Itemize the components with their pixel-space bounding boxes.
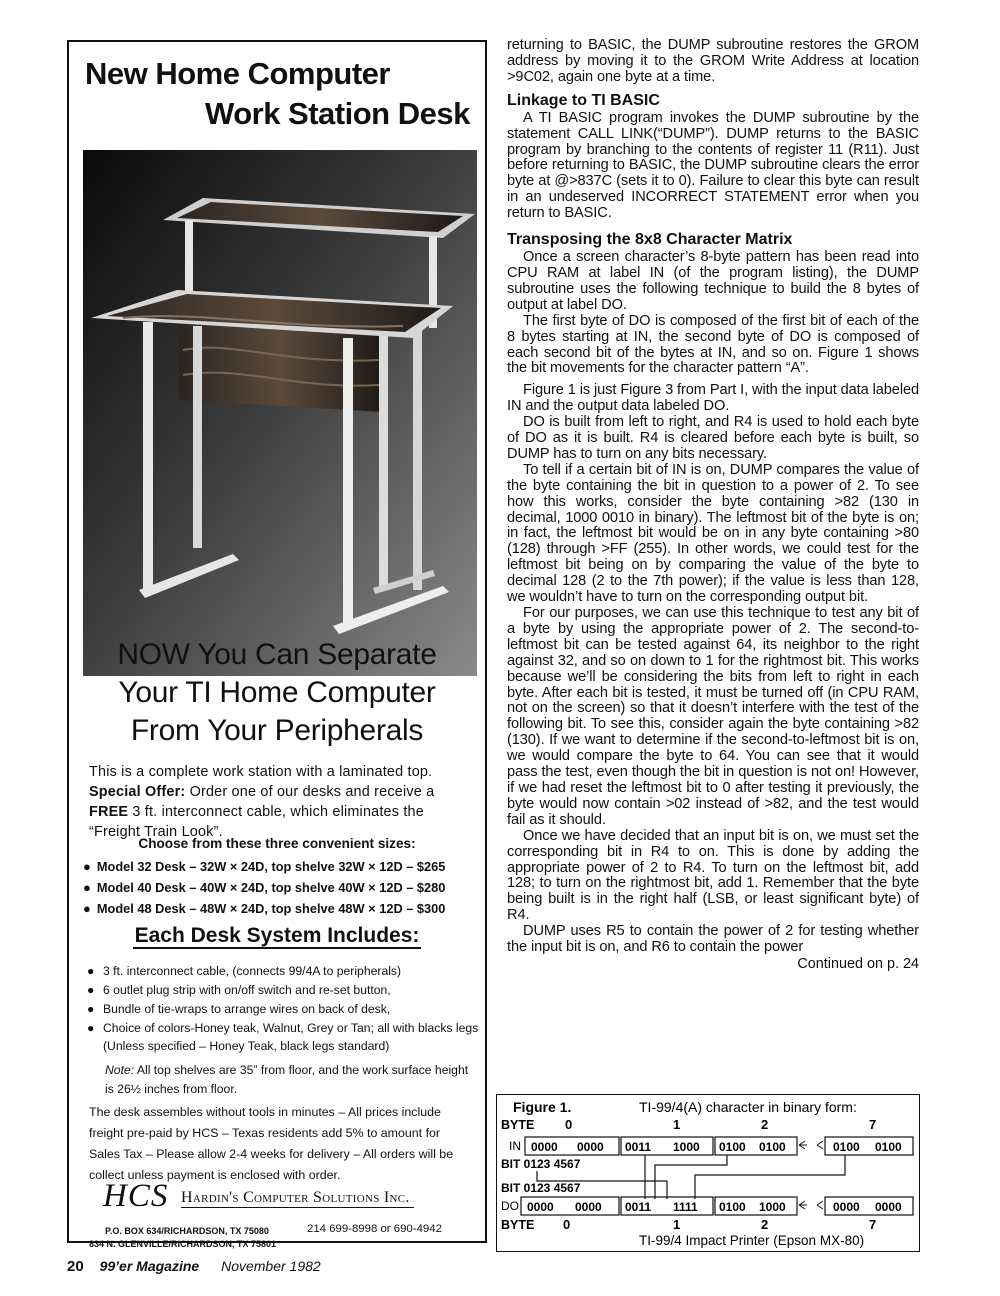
in-cell: 0000 [531, 1140, 558, 1154]
ad-title-line2: Work Station Desk [205, 96, 470, 131]
article-paragraph: DO is built from left to right, and R4 is used to hold each byte of DO as it is built. R4 is cleared before each byte is built, so DUMP has to turn on any bits necessary. [507, 414, 919, 462]
article-paragraph: Once a screen character’s 8-byte pattern has been read into CPU RAM at label IN (of the program listing), the DUMP subroutine uses the following technique to build the 8 bytes of output at label DO. [507, 249, 919, 313]
ad-headline-line3: From Your Peripherals [130, 714, 424, 747]
bit-label: BIT 0123 4567 [501, 1181, 581, 1195]
ad-title-line1: New Home Computer [85, 56, 390, 91]
ad-headline-line2: Your TI Home Computer [118, 676, 436, 709]
ad-intro: This is a complete work station with a laminated top. Special Offer: Order one of our desks and receive a FREE 3 ft. interconnect cable, which eliminates the “Freight Train Look”. [89, 764, 435, 840]
byte-number: 7 [869, 1217, 877, 1232]
in-cell: 0100 [719, 1140, 746, 1154]
ad-note: Note: All top shelves are 35” from floor, and the work surface height is 26½ inches from floor. [105, 1063, 469, 1096]
in-label: IN [509, 1139, 521, 1153]
do-cell: 0000 [527, 1200, 554, 1214]
do-cell: 1111 [673, 1200, 698, 1214]
article-paragraph: To tell if a certain bit of IN is on, DUMP compares the value of the byte containing the bit in question to a power of 2. To see how this works, consider the byte containing >82 (130 in decimal, 1000 0010 in binary). The leftmost bit of the byte is on; in fact, the leftmost bit would be on in any byte containing >80 (128) through >FF (255). In other words, we could test for the leftmost bit being on by comparing the value of the byte to decimal 128 (2 to the 7th power); if the value is less than 128, we wouldn’t have to turn on the corresponding output bit. [507, 461, 919, 606]
company-name: Hardin's Computer Solutions Inc. [181, 1189, 414, 1208]
address-line1: P.O. BOX 634/RICHARDSON, TX 75080 [105, 1226, 269, 1236]
do-cell: 0000 [875, 1200, 902, 1214]
ad-headline-line1: NOW You Can Separate [117, 638, 437, 671]
desk-photo [83, 150, 477, 676]
byte-number: 7 [869, 1117, 877, 1132]
article-paragraph: returning to BASIC, the DUMP subroutine restores the GROM address by moving it to the GROM Write Address at location >9C02, again one byte at a time. [507, 37, 919, 85]
do-cell: 0011 [625, 1200, 652, 1214]
model-row: ● Model 48 Desk – 48W × 24D, top shelve 48W × 12D – $300 [83, 901, 446, 916]
desk-advertisement [67, 40, 487, 1249]
section-heading-linkage: Linkage to TI BASIC [507, 91, 660, 109]
in-cell: 0011 [625, 1140, 652, 1154]
do-cell: 0000 [833, 1200, 860, 1214]
includes-heading: Each Desk System Includes: [134, 924, 420, 947]
figure-subtitle: TI-99/4(A) character in binary form: [639, 1099, 857, 1115]
article-paragraph: For our purposes, we can use this technique to test any bit of a byte by using the appropriate power of 2. The second-to-leftmost bit can be tested against 64, its neighbor to the right against 32, and so on down to 1 for the rightmost bit. This works because we’ll be considering the bits from left to right in each byte. After each bit is tested, it must be turned off (in CPU RAM, not on the screen) so that it doesn’t interfere with the test of the following bit. To see this, consider again the byte containing >82 (130). If we want to determine if the second-to-leftmost bit is on, we would compare the byte to 64. You can see that it would pass the test, even though the bit in question is not on! However, if we had reset the leftmost bit to 0 after testing it previously, the byte would now contain >02 instead of >82, and the test would fail as it should. [507, 605, 919, 828]
include-item: ● 3 ft. interconnect cable, (connects 99/4A to peripherals) [87, 964, 402, 978]
section-heading-transposing: Transposing the 8x8 Character Matrix [507, 231, 793, 249]
include-item: ● Choice of colors-Honey teak, Walnut, Grey or Tan; all with blacks legs (Unless specified – Honey Teak, black legs standard) [87, 1021, 479, 1053]
article-paragraph: A TI BASIC program invokes the DUMP subroutine by the statement CALL LINK(“DUMP”). DUMP returns to the BASIC program by branching to the contents of register 11 (R11). Just before returning to BASIC, the DUMP subroutine clears the error byte at @>837C (sets it to 0). Failure to clear this byte can result in an undeserved INCORRECT STATEMENT error when you return to BASIC. [507, 109, 919, 222]
do-cell: 1000 [759, 1200, 786, 1214]
in-cell: 0100 [759, 1140, 786, 1154]
page-number: 20 [67, 1258, 84, 1275]
hcs-logo: HCS [103, 1178, 169, 1214]
include-item: ● 6 outlet plug strip with on/off switch and re-set button, [87, 983, 391, 997]
issue-date: November 1982 [221, 1258, 321, 1274]
model-row: ● Model 40 Desk – 40W × 24D, top shelve 40W × 12D – $280 [83, 880, 446, 895]
article-column [507, 38, 919, 972]
byte-number: 1 [673, 1117, 681, 1132]
address-line2: 834 N. GLENVILLE/RICHARDSON, TX 75801 [89, 1239, 277, 1249]
figure-title: Figure 1. [513, 1099, 572, 1115]
in-cell: 1000 [673, 1140, 700, 1154]
in-cell: 0100 [875, 1140, 902, 1154]
page-footer [67, 1258, 321, 1275]
in-cell: 0100 [833, 1140, 860, 1154]
byte-number: 0 [563, 1217, 571, 1232]
bit-label: BIT 0123 4567 [501, 1157, 581, 1171]
ad-choose-sizes: Choose from these three convenient sizes: [138, 836, 416, 851]
figure-1 [496, 1094, 920, 1252]
byte-number: 2 [761, 1117, 769, 1132]
do-label: DO [501, 1199, 519, 1213]
include-item: ● Bundle of tie-wraps to arrange wires on back of desk, [87, 1002, 391, 1016]
do-cell: 0000 [575, 1200, 602, 1214]
article-paragraph: Figure 1 is just Figure 3 from Part I, with the input data labeled IN and the output data labeled DO. [507, 382, 919, 415]
figure-caption: TI-99/4 Impact Printer (Epson MX-80) [639, 1233, 865, 1248]
in-cell: 0000 [577, 1140, 604, 1154]
magazine-name: 99’er Magazine [99, 1258, 200, 1274]
phone-numbers: 214 699-8998 or 690-4942 [307, 1223, 442, 1235]
do-cell: 0100 [719, 1200, 746, 1214]
article-paragraph: Once we have decided that an input bit is on, we must set the corresponding bit in R4 to on. This is done by adding the appropriate power of 2 to R4. To turn on the leftmost bit, add 128; to turn on the rightmost bit, add 1. Remember that the byte being built is in the right half (LSB, or least significant byte) of R4. [507, 827, 919, 924]
byte-number: 2 [761, 1217, 769, 1232]
article-paragraph: The first byte of DO is composed of the first bit of each of the 8 bytes starting at IN, the second byte of DO is composed of each second bit of the bytes at IN, and so on. Figure 1 shows the bit movements for the character pattern “A”. [507, 312, 919, 377]
continued-note: Continued on p. 24 [797, 955, 919, 972]
model-row: ● Model 32 Desk – 32W × 24D, top shelve 32W × 12D – $265 [83, 859, 446, 874]
ad-assembly-terms: The desk assembles without tools in minutes – All prices include freight pre-paid by HCS – Texas residents add 5% to amount for Sales Tax – Please allow 2-4 weeks for delivery – All orders will be collect unless payment is enclosed with order. [89, 1105, 454, 1182]
byte-number: 1 [673, 1217, 681, 1232]
bit-diagram [497, 1095, 921, 1253]
byte-label-bottom: BYTE [501, 1218, 535, 1232]
article-paragraph: DUMP uses R5 to contain the power of 2 for testing whether the input bit is on, and R6 to contain the power [507, 923, 919, 956]
byte-label-top: BYTE [501, 1118, 535, 1132]
byte-number: 0 [565, 1117, 573, 1132]
